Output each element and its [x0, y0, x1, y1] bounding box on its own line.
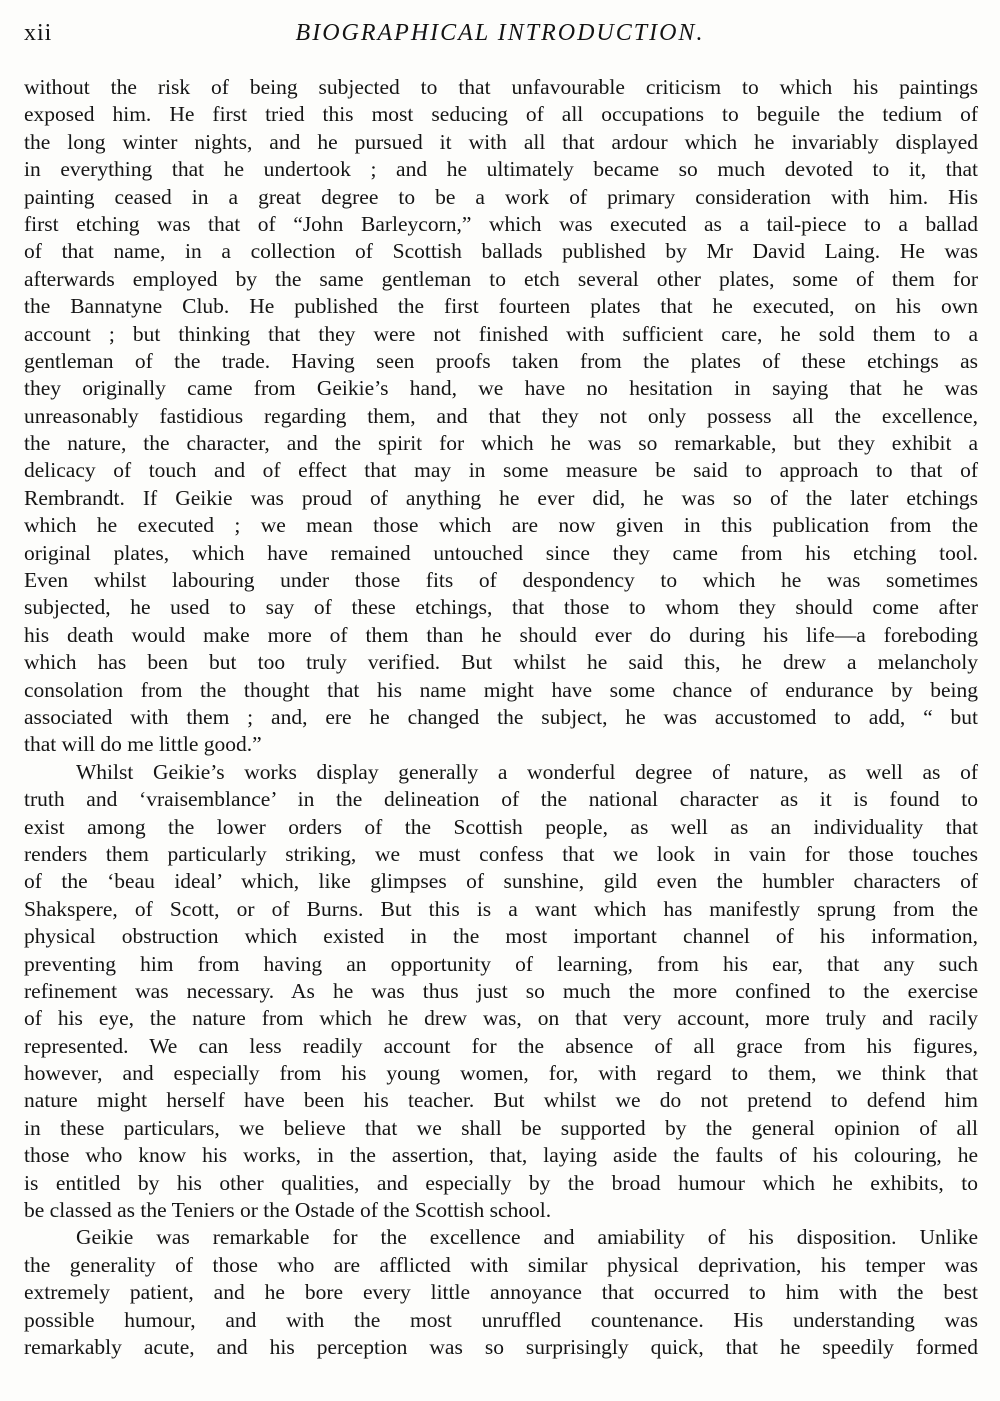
- text-line: renders them particularly striking, we must confess that we look in vain for those touches: [24, 841, 978, 866]
- text-line: Geikie was remarkable for the excellence and amiability of his disposition. Unlike: [76, 1225, 978, 1250]
- text-line: Even whilst labouring under those fits of despondency to which he was sometimes: [24, 568, 978, 593]
- text-line: the generality of those who are afflicted with similar physical deprivation, his temper was: [24, 1252, 978, 1277]
- text-line: Rembrandt. If Geikie was proud of anything he ever did, he was so of the later etchings: [24, 485, 978, 510]
- text-line: preventing him from having an opportunity of learning, from his ear, that any such: [24, 951, 978, 976]
- text-line: they originally came from Geikie’s hand, we have no hesitation in saying that he was: [24, 376, 978, 401]
- text-line: Whilst Geikie’s works display generally a wonderful degree of nature, as well as of: [76, 759, 978, 784]
- text-line: is entitled by his other qualities, and especially by the broad humour which he exhibits, to: [24, 1170, 978, 1195]
- text-line: account ; but thinking that they were not finished with sufficient care, he sold them to a: [24, 321, 978, 346]
- text-line: exist among the lower orders of the Scottish people, as well as an individuality that: [24, 814, 978, 839]
- text-line: without the risk of being subjected to that unfavourable criticism to which his paintings: [24, 75, 978, 99]
- text-line: which has been but too truly verified. But whilst he said this, he drew a melancholy: [24, 650, 978, 675]
- text-line: consolation from the thought that his name might have some chance of endurance by being: [24, 677, 978, 702]
- page-number: xii: [24, 20, 53, 46]
- text-line: nature might herself have been his teacher. But whilst we do not pretend to defend him: [24, 1088, 978, 1113]
- text-line: those who know his works, in the assertion, that, laying aside the faults of his colouring, he: [24, 1143, 978, 1168]
- text-line: refinement was necessary. As he was thus just so much the more confined to the exercise: [24, 978, 978, 1003]
- text-line: the long winter nights, and he pursued it with all that ardour which he invariably displayed: [24, 129, 978, 154]
- text-line: however, and especially from his young women, for, with regard to them, we think that: [24, 1061, 978, 1086]
- text-line: original plates, which have remained untouched since they came from his etching tool.: [24, 540, 978, 565]
- text-line: represented. We can less readily account for the absence of all grace from his figures,: [24, 1033, 978, 1058]
- text-line: his death would make more of them than he should ever do during his life—a foreboding: [24, 622, 978, 647]
- text-line: the nature, the character, and the spirit for which he was so remarkable, but they exhibit a: [24, 431, 978, 456]
- text-line: afterwards employed by the same gentleman to etch several other plates, some of them for: [24, 266, 978, 291]
- text-line: gentleman of the trade. Having seen proofs taken from the plates of these etchings as: [24, 348, 978, 373]
- text-line: possible humour, and with the most unruffled countenance. His understanding was: [24, 1307, 978, 1332]
- text-line: first etching was that of “John Barleycorn,” which was executed as a tail-piece to a ballad: [24, 211, 978, 236]
- text-line: associated with them ; and, ere he changed the subject, he was accustomed to add, “ but: [24, 704, 978, 729]
- text-line: exposed him. He first tried this most seducing of all occupations to beguile the tedium of: [24, 102, 978, 127]
- body-text: [24, 74, 978, 1361]
- text-line: of that name, in a collection of Scottish ballads published by Mr David Laing. He was: [24, 239, 978, 264]
- text-line: of the ‘beau ideal’ which, like glimpses of sunshine, gild even the humbler characters of: [24, 869, 978, 894]
- text-line: physical obstruction which existed in the most important channel of his information,: [24, 924, 978, 949]
- text-line: Shakspere, of Scott, or of Burns. But this is a want which has manifestly sprung from the: [24, 896, 978, 921]
- text-line: be classed as the Teniers or the Ostade of the Scottish school.: [24, 1198, 552, 1223]
- text-line: truth and ‘vraisemblance’ in the delineation of the national character as it is found to: [24, 787, 978, 812]
- text-line: subjected, he used to say of these etchings, that those to whom they should come after: [24, 595, 978, 620]
- text-line: unreasonably fastidious regarding them, and that they not only possess all the excellence,: [24, 403, 978, 428]
- running-title: BIOGRAPHICAL INTRODUCTION.: [295, 20, 705, 46]
- text-line: the Bannatyne Club. He published the first fourteen plates that he executed, on his own: [24, 294, 978, 319]
- text-line: delicacy of touch and of effect that may in some measure be said to approach to that of: [24, 458, 978, 483]
- text-line: remarkably acute, and his perception was so surprisingly quick, that he speedily formed: [24, 1334, 978, 1359]
- text-line: painting ceased in a great degree to be a work of primary consideration with him. His: [24, 184, 978, 209]
- text-line: of his eye, the nature from which he drew was, on that very account, more truly and racily: [24, 1006, 978, 1031]
- text-line: in everything that he undertook ; and he ultimately became so much devoted to it, that: [24, 157, 978, 182]
- text-line: in these particulars, we believe that we shall be supported by the general opinion of all: [24, 1115, 978, 1140]
- text-line: which he executed ; we mean those which are now given in this publication from the: [24, 513, 978, 538]
- text-line: extremely patient, and he bore every little annoyance that occurred to him with the best: [24, 1280, 978, 1305]
- running-head: [24, 16, 976, 52]
- text-line: that will do me little good.”: [24, 732, 262, 757]
